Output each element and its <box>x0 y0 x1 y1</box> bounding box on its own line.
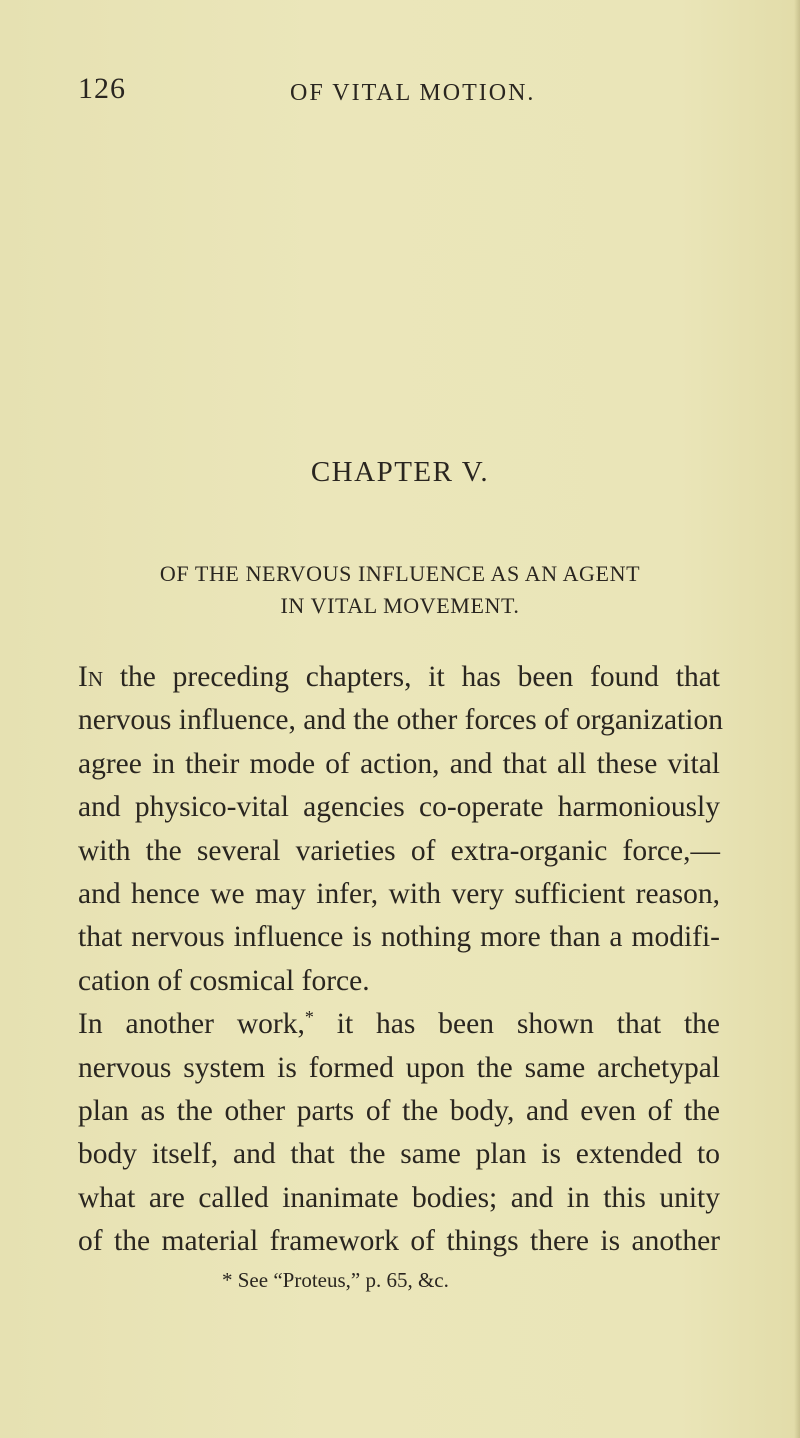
text-line: cation of cosmical force. <box>78 964 370 997</box>
page-edge-shadow <box>794 0 800 1438</box>
text-line: nervous system is formed upon the same archetypal <box>78 1051 720 1084</box>
chapter-title: CHAPTER V. <box>310 456 490 488</box>
text-line: and physico-vital agencies co-operate harmoniously <box>78 791 720 824</box>
chapter-subtitle-line: IN VITAL MOVEMENT. <box>280 593 520 618</box>
page-number: 126 <box>78 72 126 105</box>
text-line: and hence we may infer, with very sufficient reason, <box>78 878 720 911</box>
paragraph <box>78 1003 720 1263</box>
text-line: of the material framework of things there is another <box>78 1225 720 1258</box>
text-line: body itself, and that the same plan is extended to <box>78 1138 720 1171</box>
chapter-subtitle-line: OF THE NERVOUS INFLUENCE AS AN AGENT <box>159 561 641 586</box>
running-title: OF VITAL MOTION. <box>290 80 536 106</box>
text-line: nervous influence, and the other forces of organization <box>78 704 723 737</box>
text-line: In another work,* it has been shown that the <box>78 1007 720 1041</box>
text-line: agree in their mode of action, and that all these vital <box>78 747 720 780</box>
text-line: that nervous influence is nothing more than a modifi- <box>78 921 720 954</box>
footnote-reference[interactable]: * <box>304 1007 314 1028</box>
text-line: what are called inanimate bodies; and in this unity <box>78 1181 720 1214</box>
paragraph <box>78 656 723 1003</box>
text-line: plan as the other parts of the body, and even of the <box>78 1095 720 1128</box>
body-text <box>78 656 723 1264</box>
chapter-subtitle <box>120 558 680 622</box>
opening-word: In <box>78 661 103 693</box>
footnote: * See “Proteus,” p. 65, &c. <box>222 1268 449 1292</box>
text-line: with the several varieties of extra-organic force,— <box>78 834 720 867</box>
text-line: In the preceding chapters, it has been found that <box>78 661 720 693</box>
